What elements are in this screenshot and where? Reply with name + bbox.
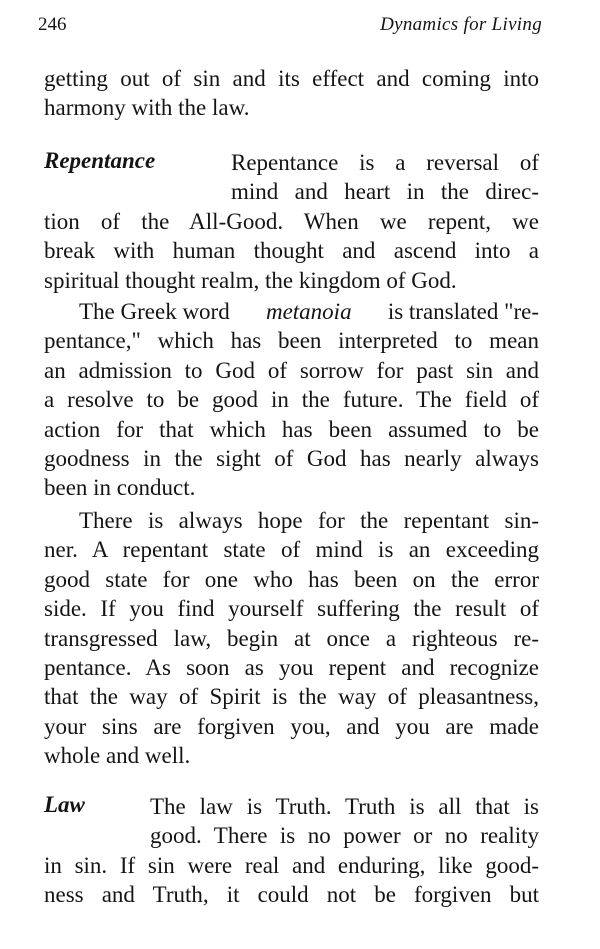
text-line: There is always hope for the repentant sin- (79, 508, 539, 533)
running-title: Dynamics for Living (380, 14, 542, 35)
text-line: whole and well. (44, 743, 191, 769)
text-line: a resolve to be good in the future. The field of (44, 387, 539, 413)
text-line: getting out of sin and its effect and coming into (44, 66, 539, 91)
text-line (44, 297, 539, 326)
text-line: been in conduct. (44, 475, 196, 501)
text-line: transgressed law, begin at once a righteous re- (44, 625, 539, 651)
text-line: side. If you find yourself suffering the result of (44, 596, 539, 622)
text-line: harmony with the law. (44, 95, 250, 121)
text-line: that the way of Spirit is the way of pleasantness, (44, 684, 539, 710)
text-line: break with human thought and ascend into a (44, 238, 539, 264)
text-line: ness and Truth, it could not be forgiven but (44, 882, 539, 908)
text-line: tion of the All-Good. When we repent, we (44, 208, 539, 234)
text-line: The law is Truth. Truth is all that is (150, 794, 539, 819)
repentance-paragraph-2 (44, 297, 539, 503)
page-header (38, 12, 542, 46)
text-line: your sins are forgiven you, and you are made (44, 713, 539, 739)
text-line: good. There is no power or no reality (150, 823, 539, 849)
text-line: ner. A repentant state of mind is an exceeding (44, 537, 539, 563)
text-line: Repentance is a reversal of (231, 150, 539, 175)
text-fragment: is translated "re- (387, 299, 539, 324)
text-line: good state for one who has been on the error (44, 566, 539, 592)
text-line: action for that which has been assumed to be (44, 416, 539, 442)
repentance-paragraph-3 (44, 506, 539, 771)
page-number: 246 (38, 14, 67, 35)
italic-term: metanoia (265, 299, 352, 324)
text-fragment: The Greek word (79, 299, 230, 324)
entry-heading-repentance: Repentance (44, 148, 156, 173)
repentance-paragraph-1 (44, 148, 539, 295)
text-line: pentance," which has been interpreted to mean (44, 328, 539, 354)
text-line: in sin. If sin were real and enduring, like good- (44, 852, 539, 878)
entry-heading-law: Law (44, 792, 85, 817)
law-paragraph (44, 792, 539, 910)
continuation-paragraph (44, 64, 539, 123)
text-line: goodness in the sight of God has nearly always (44, 445, 539, 471)
text-line: spiritual thought realm, the kingdom of God. (44, 267, 457, 293)
text-line: mind and heart in the direc- (231, 179, 539, 205)
text-line: pentance. As soon as you repent and recognize (44, 654, 539, 680)
text-line: an admission to God of sorrow for past sin and (44, 357, 539, 383)
